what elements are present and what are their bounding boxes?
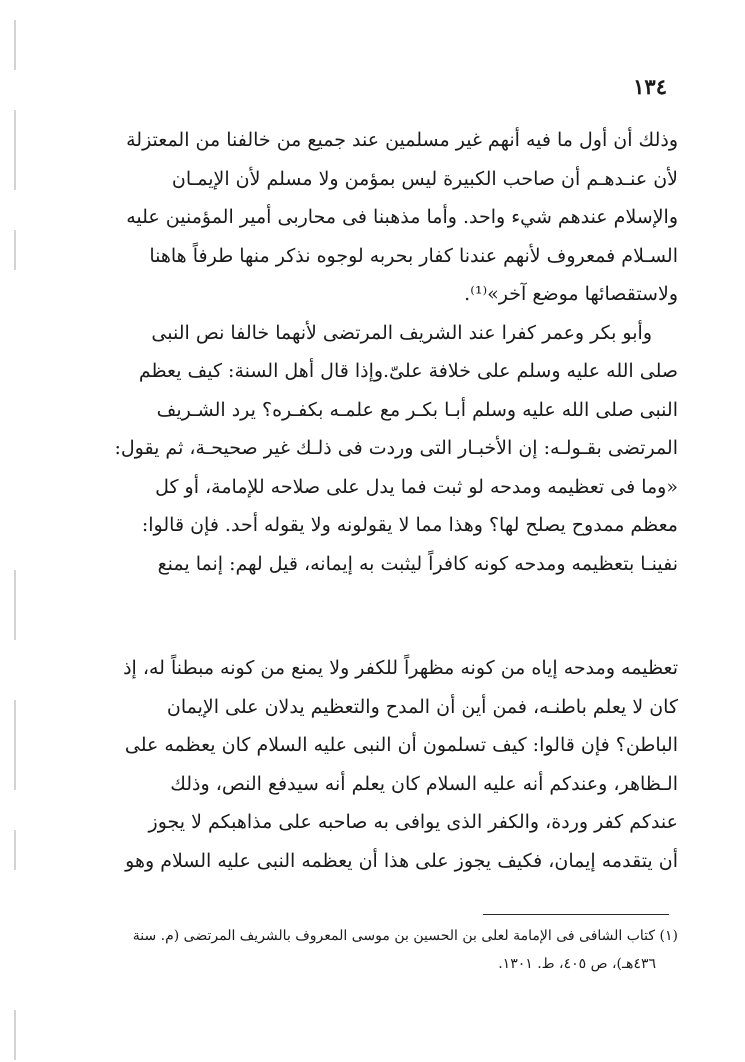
text-line: الباطن؟ فإن قالوا: كيف تسلمون أن النبى عليه السلام كان يعظمه على bbox=[124, 734, 678, 756]
text-line: النبى صلى الله عليه وسلم أبـا بكـر مع علمـه بكفـره؟ يرد الشـريف bbox=[156, 398, 678, 421]
text-line: عندكم كفر وردة، والكفر الذى يوافى به صاحبه على مذاهبكم لا يجوز bbox=[148, 811, 678, 833]
footnote-line: (١) كتاب الشافى فى الإمامة لعلى بن الحسين بن موسى المعروف بالشريف المرتضى (م. سنة bbox=[132, 928, 678, 944]
footnote-divider bbox=[483, 914, 669, 915]
text-line: معظم ممدوح يصلح لها؟ وهذا مما لا يقولونه ولا يقوله أحد. فإن قالوا: bbox=[141, 514, 678, 536]
text-line: لأن عنـدهـم أن صاحب الكبيرة ليس بمؤمن ولا مسلم لأن الإيمـان bbox=[171, 167, 678, 190]
text-line: تعظيمه ومدحه إياه من كونه مظهراً للكفر ولا يمنع من كونه مبطناً له، إذ bbox=[123, 657, 678, 679]
text-line: وذلك أن أول ما فيه أنهم غير مسلمين عند جميع من خالفنا من المعتزلة bbox=[126, 129, 678, 151]
text-line: «وما فى تعظيمه ومدحه لو ثبت فما يدل على صلاحه للإمامة، أو كل bbox=[155, 475, 678, 498]
text-line: الـظاهر، وعندكم أنه عليه السلام كان يعلم أنه سيدفع النص، وذلك bbox=[170, 772, 678, 795]
text-block-upper bbox=[62, 121, 678, 583]
text-line: صلى الله عليه وسلم على خلافة علىّ.وإذا قال أهل السنة: كيف يعظم bbox=[138, 360, 678, 382]
text-line: والإسلام عندهم شيء واحد. وأما مذهبنا فى محاربى أمير المؤمنين عليه bbox=[126, 206, 678, 228]
page-number: ١٣٤ bbox=[633, 74, 667, 99]
text-line: السـلام فمعروف لأنهم عندنا كفار بحربه لوجوه نذكر منها طرفاً هاهنا bbox=[149, 244, 678, 267]
text-line: أن يتقدمه إيمان، فكيف يجوز على هذا أن يعظمه النبى عليه السلام وهو bbox=[125, 849, 678, 872]
text-block-lower bbox=[62, 649, 678, 880]
footnote bbox=[62, 922, 678, 978]
text-line: نفينـا بتعظيمه ومدحه كونه كافراً ليثبت به إيمانه، قيل لهم: إنما يمنع bbox=[157, 552, 678, 575]
text-line: المرتضى بقـولـه: إن الأخبـار التى وردت فى ذلـك غير صحيحـة، ثم يقول: bbox=[114, 437, 678, 459]
scan-edge-marks bbox=[0, 0, 30, 1062]
text-line: وأبو بكر وعمر كفرا عند الشريف المرتضى لأنهما خالفا نص النبى bbox=[151, 321, 652, 344]
footnote-line: ٤٣٦هـ)، ص ٤٠٥، ط. ١٣٠١. bbox=[498, 956, 656, 972]
text-line: كان لا يعلم باطنـه، فمن أين أن المدح والتعظيم يدلان على الإيمان bbox=[166, 695, 678, 718]
text-line: ولاستقصائها موضع آخر»⁽¹⁾. bbox=[464, 283, 678, 305]
